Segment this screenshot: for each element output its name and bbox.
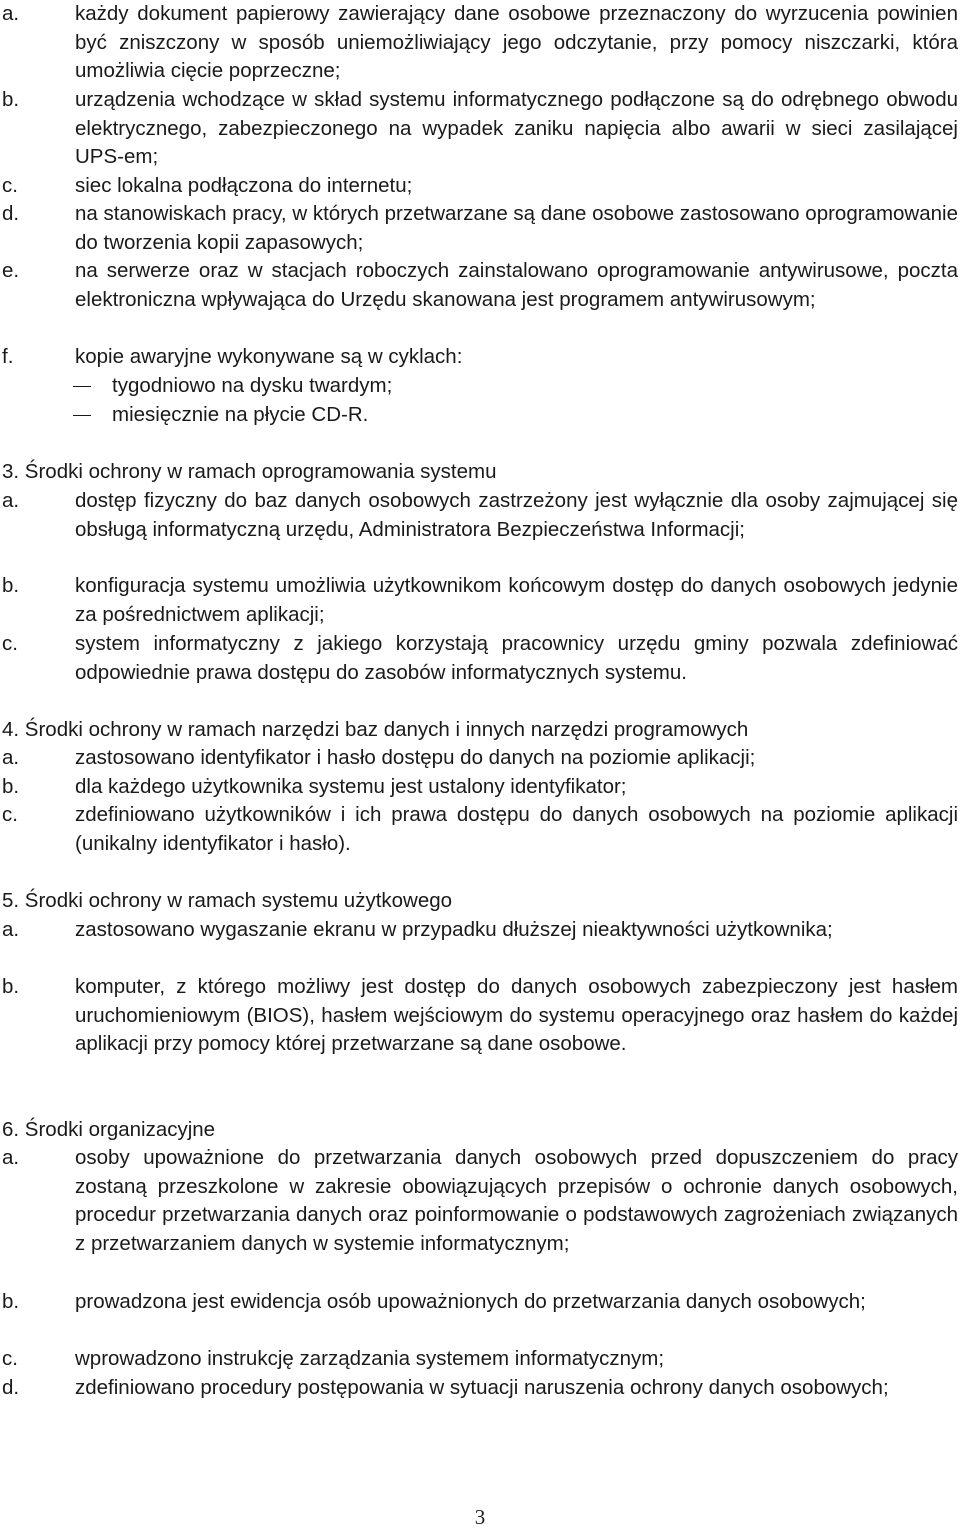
list-item-text: zdefiniowano użytkowników i ich prawa dostępu do danych osobowych na poziomie aplikacji (unikalny identyfikator i hasło). (75, 803, 958, 855)
list-item (2, 86, 958, 172)
list-item-text: zastosowano wygaszanie ekranu w przypadku dłuższej nieaktywności użytkownika; (75, 918, 833, 941)
list-item-text: prowadzona jest ewidencja osób upoważnionych do przetwarzania danych osobowych; (75, 1290, 866, 1313)
list-item-text: zdefiniowano procedury postępowania w sytuacji naruszenia ochrony danych osobowych; (75, 1376, 889, 1399)
list-item (2, 1288, 958, 1317)
list-item (2, 1345, 958, 1374)
list-item (2, 172, 958, 201)
list-item-text: siec lokalna podłączona do internetu; (75, 174, 413, 197)
list-item (2, 1374, 958, 1403)
list-item-text: wprowadzono instrukcję zarządzania systemem informatycznym; (75, 1347, 665, 1370)
list-item-text: komputer, z którego możliwy jest dostęp do danych osobowych zabezpieczony jest hasłem uruchomieniowym (BIOS), hasłem wejściowym do systemu operacyjnego oraz hasłem do każdej aplikacji przy pomocy której przetwarzane są dane osobowe. (75, 975, 958, 1056)
list-item (2, 773, 958, 802)
list-item-text: dostęp fizyczny do baz danych osobowych zastrzeżony jest wyłącznie dla osoby zajmującej się obsługą informatyczną urzędu, Administratora Bezpieczeństwa Informacji; (75, 489, 958, 541)
list-item (2, 0, 958, 86)
list-item-label: c. (2, 174, 18, 197)
list-item-text: system informatyczny z jakiego korzystają pracownicy urzędu gminy pozwala zdefiniować odpowiednie prawa dostępu do zasobów informatycznych systemu. (75, 632, 958, 684)
list-item-label: a. (2, 1146, 20, 1169)
list-item (2, 630, 958, 687)
list-item (2, 343, 958, 372)
list-item-label: b. (2, 1290, 20, 1313)
list-item-label: c. (2, 632, 18, 655)
list-item-label: b. (2, 975, 20, 998)
list-item-label: f. (2, 345, 14, 368)
list-item-label: d. (2, 1376, 20, 1399)
section-heading: 3. Środki ochrony w ramach oprogramowania systemu (2, 460, 497, 483)
list-item-text: na stanowiskach pracy, w których przetwarzane są dane osobowe zastosowano oprogramowanie do tworzenia kopii zapasowych; (75, 202, 958, 254)
list-item (2, 744, 958, 773)
list-item (2, 1144, 958, 1259)
dash-bullet (73, 415, 91, 416)
backup-cycle-item: tygodniowo na dysku twardym; (112, 374, 393, 397)
list-item-text: na serwerze oraz w stacjach roboczych zainstalowano oprogramowanie antywirusowe, poczta elektroniczna wpływająca do Urzędu skanowana jest programem antywirusowym; (75, 259, 958, 311)
list-item-label: b. (2, 574, 20, 597)
section-heading: 5. Środki ochrony w ramach systemu użytkowego (2, 889, 453, 912)
list-item-text: kopie awaryjne wykonywane są w cyklach: (75, 345, 463, 368)
list-item-label: a. (2, 489, 20, 512)
section-heading: 4. Środki ochrony w ramach narzędzi baz danych i innych narzędzi programowych (2, 718, 749, 741)
backup-cycle-item: miesięcznie na płycie CD-R. (112, 403, 369, 426)
list-item (2, 572, 958, 629)
list-item-text: urządzenia wchodzące w skład systemu informatycznego podłączone są do odrębnego obwodu elektrycznego, zabezpieczonego na wypadek zaniku napięcia albo awarii w sieci zasilającej UPS-em; (75, 88, 958, 169)
list-item-text: konfiguracja systemu umożliwia użytkownikom końcowym dostęp do danych osobowych jedynie za pośrednictwem aplikacji; (75, 574, 958, 626)
list-item-label: a. (2, 2, 20, 25)
list-item-label: b. (2, 775, 20, 798)
list-item-label: b. (2, 88, 20, 111)
list-item (2, 973, 958, 1059)
list-item-label: a. (2, 918, 20, 941)
dash-bullet (73, 386, 91, 387)
list-item (2, 916, 958, 945)
list-item-label: a. (2, 746, 20, 769)
list-item-text: osoby upoważnione do przetwarzania danych osobowych przed dopuszczeniem do pracy zostaną przeszkolone w zakresie obowiązujących przepisów o ochronie danych osobowych, procedur przetwarzania danych oraz poinformowanie o podstawowych zagrożeniach związanych z przetwarzaniem danych w systemie informatycznym; (75, 1146, 958, 1256)
page-number: 3 (474, 1505, 486, 1529)
list-item-text: każdy dokument papierowy zawierający dane osobowe przeznaczony do wyrzucenia powinien być zniszczony w sposób uniemożliwiający jego odczytanie, przy pomocy niszczarki, która umożliwia cięcie poprzeczne; (75, 2, 958, 83)
list-item-label: e. (2, 259, 20, 282)
section-heading: 6. Środki organizacyjne (2, 1118, 216, 1141)
list-item-label: d. (2, 202, 20, 225)
list-item-text: dla każdego użytkownika systemu jest ustalony identyfikator; (75, 775, 627, 798)
list-item-text: zastosowano identyfikator i hasło dostępu do danych na poziomie aplikacji; (75, 746, 756, 769)
list-item (2, 200, 958, 257)
list-item (2, 257, 958, 314)
list-item (2, 487, 958, 544)
list-item-label: c. (2, 1347, 18, 1370)
list-item (2, 801, 958, 858)
list-item-label: c. (2, 803, 18, 826)
